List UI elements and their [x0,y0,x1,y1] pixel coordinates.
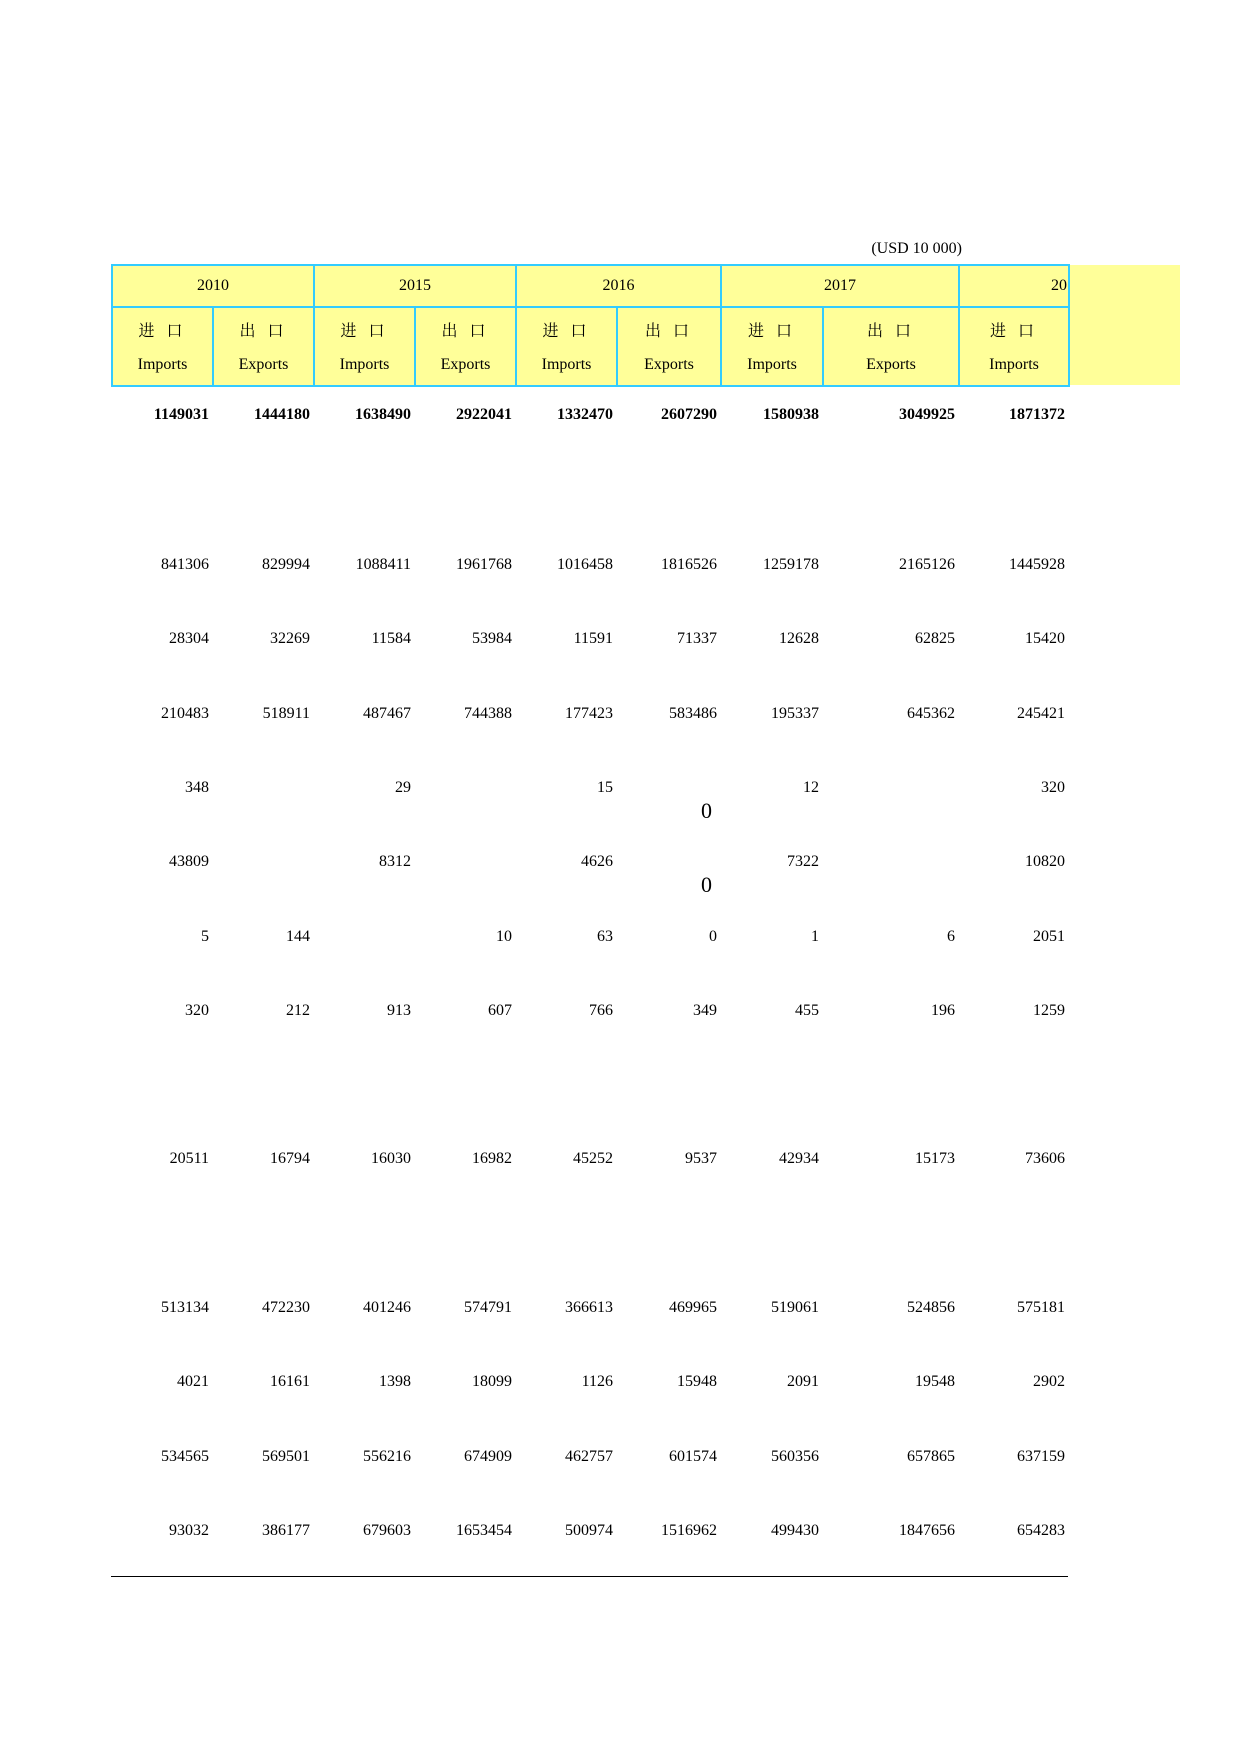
subheader-en: Exports [644,356,694,373]
table-cell: 499430 [771,1522,819,1539]
table-cell: 177423 [565,705,613,722]
row-spacer [112,727,1069,779]
table-row [112,406,1069,428]
year-header: 2016 [516,265,721,307]
table-row [112,853,1069,875]
table-cell: 744388 [464,705,512,722]
subheader-en: Imports [339,356,390,373]
table-cell: 366613 [565,1299,613,1316]
table-cell: 569501 [262,1448,310,1465]
table-cell: 1445928 [1009,556,1065,573]
table-cell: 16161 [270,1373,310,1390]
table-row [112,556,1069,578]
table-cell: 766 [589,1002,613,1019]
table-cell: 16030 [371,1150,411,1167]
table-cell: 15420 [1025,630,1065,647]
row-spacer [112,950,1069,1002]
table-cell: 43809 [169,853,209,870]
table-cell: 245421 [1017,705,1065,722]
table-cell: 1580938 [763,406,819,423]
table-cell: 1088411 [355,556,411,573]
table-cell: 320 [1041,779,1065,796]
table-cell: 3049925 [899,406,955,423]
table-cell: 1332470 [557,406,613,423]
table-cell: 2902 [1033,1373,1065,1390]
table-cell: 8312 [379,853,411,870]
subheader-en: Exports [866,356,916,373]
table-cell: 1653454 [456,1522,512,1539]
table-cell: 349 [693,1002,717,1019]
subheader-en: Exports [440,356,491,373]
floating-zero: 0 [701,872,712,897]
table-row [112,1299,1069,1321]
row-spacer [112,1395,1069,1448]
table-cell: 674909 [464,1448,512,1465]
subheader-cn: 进 口 [340,323,389,340]
table-cell: 5 [201,928,209,945]
table-cell: 524856 [907,1299,955,1316]
row-spacer [112,875,1069,928]
table-row [112,779,1069,801]
subheader-en: Exports [238,356,289,373]
unit-note: (USD 10 000) [871,240,962,257]
table-cell: 63 [597,928,613,945]
bottom-rule [111,1576,1068,1577]
subheader-cell [314,307,415,386]
floating-zero: 0 [701,798,712,823]
subheader-cell [415,307,516,386]
table-cell: 601574 [669,1448,717,1465]
table-cell: 4021 [177,1373,209,1390]
table-cell: 1149031 [153,406,209,423]
subheader-cell [213,307,314,386]
table-cell: 196 [931,1002,955,1019]
table-cell: 1961768 [456,556,512,573]
table-cell: 1 [811,928,819,945]
table-cell: 16794 [270,1150,310,1167]
subheader-en: Imports [989,356,1039,373]
table-cell: 348 [185,779,209,796]
table-cell: 19548 [915,1373,955,1390]
year-header: 20 [959,265,1069,307]
subheader-cell [617,307,721,386]
table-cell [415,853,516,875]
row-spacer [112,428,1069,556]
table-row [112,705,1069,727]
table-cell: 4626 [581,853,613,870]
table-cell: 2607290 [661,406,717,423]
trade-table [111,264,1070,1544]
table-cell: 45252 [573,1150,613,1167]
table-cell: 144 [286,928,310,945]
table-cell: 829994 [262,556,310,573]
table-cell: 2165126 [899,556,955,573]
table-cell: 9537 [685,1150,717,1167]
table-cell: 15948 [677,1373,717,1390]
table-cell: 455 [795,1002,819,1019]
year-header-row [112,265,1069,307]
year-header: 2015 [314,265,516,307]
table-row [112,630,1069,652]
table-cell: 841306 [161,556,209,573]
row-spacer [112,1172,1069,1299]
table-cell: 15 [597,779,613,796]
table-cell: 2051 [1033,928,1065,945]
table-cell: 645362 [907,705,955,722]
subheader-en: Imports [747,356,797,373]
row-spacer [112,578,1069,630]
row-spacer [112,386,1069,406]
row-spacer [112,1321,1069,1373]
table-cell: 575181 [1017,1299,1065,1316]
subheader-cell [823,307,959,386]
year-header: 2010 [112,265,314,307]
table-row [112,1150,1069,1172]
table-cell: 1847656 [899,1522,955,1539]
table-row [112,1002,1069,1024]
year-header: 2017 [721,265,959,307]
table-cell: 1816526 [661,556,717,573]
table-cell: 6 [947,928,955,945]
table-cell: 10820 [1025,853,1065,870]
table-cell: 28304 [169,630,209,647]
table-cell: 32269 [270,630,310,647]
table-cell: 2091 [787,1373,819,1390]
table-cell: 1871372 [1009,406,1065,423]
table-row [112,928,1069,950]
row-spacer [112,1024,1069,1150]
table-cell: 71337 [677,630,717,647]
table-cell: 11584 [371,630,411,647]
table-cell: 195337 [771,705,819,722]
table-cell: 574791 [464,1299,512,1316]
table-cell: 212 [286,1002,310,1019]
table-cell: 73606 [1025,1150,1065,1167]
table-cell: 42934 [779,1150,819,1167]
subheader-cell [112,307,213,386]
subheader-cell [721,307,823,386]
table-cell: 62825 [915,630,955,647]
table-cell: 518911 [262,705,310,722]
table-cell: 1126 [581,1373,613,1390]
table-cell: 1259178 [763,556,819,573]
table-cell [314,928,415,950]
table-cell: 12628 [779,630,819,647]
subheader-cn: 出 口 [239,323,288,340]
table-cell: 462757 [565,1448,613,1465]
table-cell: 637159 [1017,1448,1065,1465]
table-cell: 1638490 [355,406,411,423]
table-cell: 1259 [1033,1002,1065,1019]
table-cell: 18099 [472,1373,512,1390]
table-row [112,1522,1069,1544]
table-cell: 472230 [262,1299,310,1316]
table-cell: 519061 [771,1299,819,1316]
table-cell: 534565 [161,1448,209,1465]
table-cell: 320 [185,1002,209,1019]
table-cell: 1398 [379,1373,411,1390]
subheader-cn: 出 口 [866,323,915,340]
table-cell: 29 [395,779,411,796]
table-cell [415,779,516,801]
table-cell: 401246 [363,1299,411,1316]
subheader-row [112,307,1069,386]
table-cell: 556216 [363,1448,411,1465]
subheader-en: Imports [137,356,188,373]
table-cell: 500974 [565,1522,613,1539]
subheader-cn: 出 口 [644,323,693,340]
table-cell: 10 [496,928,512,945]
table-cell: 15173 [915,1150,955,1167]
subheader-cn: 进 口 [989,323,1038,340]
subheader-cell [959,307,1069,386]
subheader-cn: 进 口 [138,323,187,340]
table-cell: 679603 [363,1522,411,1539]
table-cell: 7322 [787,853,819,870]
table-cell: 210483 [161,705,209,722]
table-cell: 657865 [907,1448,955,1465]
subheader-cn: 进 口 [542,323,591,340]
row-spacer [112,801,1069,853]
table-cell: 93032 [169,1522,209,1539]
table-cell: 1016458 [557,556,613,573]
table-cell: 12 [803,779,819,796]
table-cell: 607 [488,1002,512,1019]
table-body [112,386,1069,1544]
table-cell [823,853,959,875]
row-spacer [112,652,1069,705]
subheader-cell [516,307,617,386]
table-cell: 386177 [262,1522,310,1539]
table-cell: 560356 [771,1448,819,1465]
table-cell: 0 [709,928,717,945]
subheader-en: Imports [541,356,592,373]
table-cell: 654283 [1017,1522,1065,1539]
table-cell [213,779,314,801]
table-cell: 487467 [363,705,411,722]
table-row [112,1373,1069,1395]
table-cell: 16982 [472,1150,512,1167]
table-cell: 11591 [573,630,613,647]
table-cell: 469965 [669,1299,717,1316]
row-spacer [112,1470,1069,1522]
table-cell: 913 [387,1002,411,1019]
table-cell [823,779,959,801]
table-cell: 20511 [169,1150,209,1167]
table-cell: 53984 [472,630,512,647]
subheader-cn: 出 口 [441,323,490,340]
subheader-cn: 进 口 [747,323,796,340]
table-row [112,1448,1069,1470]
table-cell: 513134 [161,1299,209,1316]
table-cell: 1444180 [254,406,310,423]
table-cell: 2922041 [456,406,512,423]
table-cell: 1516962 [661,1522,717,1539]
table-cell [213,853,314,875]
table-cell: 583486 [669,705,717,722]
